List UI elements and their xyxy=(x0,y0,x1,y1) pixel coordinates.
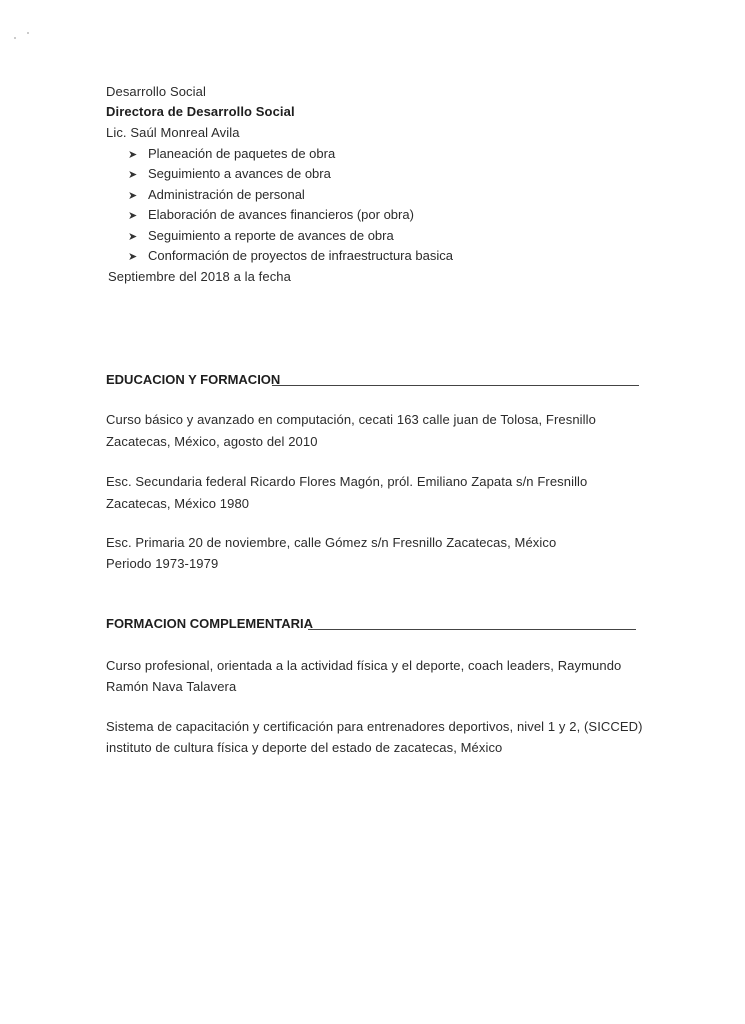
education-entry-line2: Zacatecas, México, agosto del 2010 xyxy=(106,434,318,449)
duty-text: Seguimiento a avances de obra xyxy=(148,166,331,181)
arrowhead-bullet-icon: ➤ xyxy=(128,149,138,161)
complementary-heading-rule xyxy=(308,629,636,630)
complementary-heading: FORMACION COMPLEMENTARIA xyxy=(106,616,314,631)
position-title: Directora de Desarrollo Social xyxy=(106,104,295,119)
job-period: Septiembre del 2018 a la fecha xyxy=(108,269,291,284)
duty-text: Conformación de proyectos de infraestructura basica xyxy=(148,248,453,263)
department-name: Desarrollo Social xyxy=(106,84,206,99)
duty-item xyxy=(128,248,453,263)
complementary-entry-line2: Ramón Nava Talavera xyxy=(106,679,237,694)
education-heading-rule xyxy=(272,385,639,386)
duty-item xyxy=(128,228,394,243)
arrowhead-bullet-icon: ➤ xyxy=(128,210,138,222)
supervisor-name: Lic. Saúl Monreal Avila xyxy=(106,125,240,140)
education-entry-line1: Curso básico y avanzado en computación, cecati 163 calle juan de Tolosa, Fresnillo xyxy=(106,412,596,427)
duty-item xyxy=(128,146,335,161)
complementary-entry-line1: Curso profesional, orientada a la actividad física y el deporte, coach leaders, Raymundo xyxy=(106,658,622,673)
duty-item xyxy=(128,187,305,202)
complementary-entry-line2: instituto de cultura física y deporte del estado de zacatecas, México xyxy=(106,740,503,755)
duty-text: Administración de personal xyxy=(148,187,305,202)
arrowhead-bullet-icon: ➤ xyxy=(128,190,138,202)
arrowhead-bullet-icon: ➤ xyxy=(128,231,138,243)
duty-item xyxy=(128,207,414,222)
education-entry-line2: Zacatecas, México 1980 xyxy=(106,496,250,511)
duty-text: Elaboración de avances financieros (por obra) xyxy=(148,207,414,222)
education-entry-line1: Esc. Secundaria federal Ricardo Flores Magón, pról. Emiliano Zapata s/n Fresnillo xyxy=(106,474,588,489)
arrowhead-bullet-icon: ➤ xyxy=(128,169,138,181)
education-entry-line1: Esc. Primaria 20 de noviembre, calle Gómez s/n Fresnillo Zacatecas, México xyxy=(106,535,557,550)
duty-text: Planeación de paquetes de obra xyxy=(148,146,336,161)
education-heading: EDUCACION Y FORMACION xyxy=(106,372,281,387)
arrowhead-bullet-icon: ➤ xyxy=(128,251,138,263)
duty-item xyxy=(128,166,331,181)
scan-speck xyxy=(14,37,16,39)
complementary-entry-line1: Sistema de capacitación y certificación para entrenadores deportivos, nivel 1 y 2, (SICCED) xyxy=(106,719,643,734)
education-entry-line2: Periodo 1973-1979 xyxy=(106,556,219,571)
duty-text: Seguimiento a reporte de avances de obra xyxy=(148,228,394,243)
scan-speck xyxy=(27,32,29,34)
